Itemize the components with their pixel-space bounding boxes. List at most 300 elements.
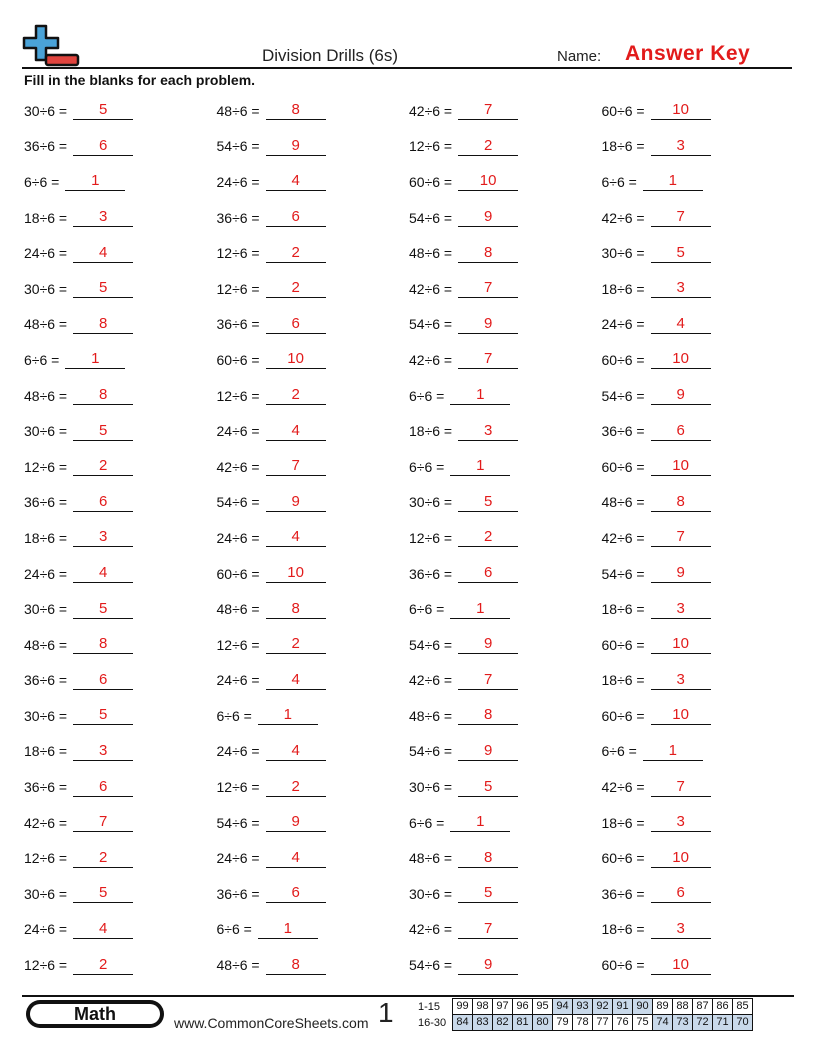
problem-question: 30÷6 =: [24, 280, 68, 297]
answer-blank[interactable]: 6: [73, 778, 133, 797]
answer-blank[interactable]: 8: [73, 635, 133, 654]
problem: [24, 493, 217, 512]
problem: [602, 208, 795, 227]
problem: [24, 920, 217, 939]
problem: [24, 528, 217, 547]
problem: [24, 172, 217, 191]
problem-question: 60÷6 =: [601, 351, 645, 368]
problem-question: 36÷6 =: [24, 672, 68, 689]
problem-question: 54÷6 =: [216, 494, 260, 511]
score-cell: 83: [473, 1015, 493, 1031]
problem-row: [24, 769, 794, 805]
problem-question: 42÷6 =: [601, 209, 645, 226]
answer-blank[interactable]: 5: [73, 706, 133, 725]
problem-row: [24, 876, 794, 912]
problem-question: 18÷6 =: [601, 921, 645, 938]
problem-question: 48÷6 =: [24, 636, 68, 653]
answer-blank[interactable]: 5: [73, 279, 133, 298]
answer-blank[interactable]: 4: [266, 528, 326, 547]
problem-question: 6÷6 =: [409, 387, 445, 404]
problem: [24, 813, 217, 832]
answer-blank[interactable]: 6: [73, 493, 133, 512]
problem: [602, 279, 795, 298]
problem-question: 6÷6 =: [24, 173, 60, 190]
problem-question: 6÷6 =: [24, 351, 60, 368]
answer-blank[interactable]: 5: [458, 884, 518, 903]
problem-question: 30÷6 =: [409, 885, 453, 902]
answer-blank[interactable]: 3: [651, 920, 711, 939]
problem-question: 54÷6 =: [216, 138, 260, 155]
problem: [217, 920, 410, 939]
problem: [409, 564, 602, 583]
problem: [602, 564, 795, 583]
problem: [24, 137, 217, 156]
problem-row: [24, 556, 794, 592]
score-cell: 86: [713, 999, 733, 1015]
answer-blank[interactable]: 2: [458, 137, 518, 156]
math-badge-label: Math: [30, 1004, 160, 1024]
answer-blank[interactable]: 7: [458, 279, 518, 298]
problem-row: [24, 912, 794, 948]
score-cell: 79: [553, 1015, 573, 1031]
answer-blank[interactable]: 7: [651, 528, 711, 547]
answer-blank[interactable]: 5: [73, 101, 133, 120]
answer-blank[interactable]: 1: [450, 386, 510, 405]
footer-divider: [22, 995, 794, 997]
answer-key-label: Answer Key: [625, 42, 751, 65]
problem-row: [24, 449, 794, 485]
score-cell: 76: [613, 1015, 633, 1031]
answer-blank[interactable]: 10: [651, 635, 711, 654]
answer-blank[interactable]: 3: [73, 742, 133, 761]
score-cell: 78: [573, 1015, 593, 1031]
answer-blank[interactable]: 8: [73, 315, 133, 334]
answer-blank[interactable]: 10: [266, 564, 326, 583]
problem: [217, 564, 410, 583]
problem-question: 6÷6 =: [216, 707, 252, 724]
problem-row: [24, 734, 794, 770]
problem-row: [24, 485, 794, 521]
problem: [602, 528, 795, 547]
problem-question: 6÷6 =: [601, 173, 637, 190]
problem: [409, 279, 602, 298]
problem-question: 48÷6 =: [409, 707, 453, 724]
problem-row: [24, 947, 794, 983]
page-number: 1: [378, 997, 394, 1028]
answer-blank[interactable]: 6: [266, 315, 326, 334]
problem: [217, 137, 410, 156]
score-cell: 89: [653, 999, 673, 1015]
problem-question: 24÷6 =: [216, 173, 260, 190]
answer-blank[interactable]: 10: [651, 706, 711, 725]
answer-blank[interactable]: 1: [450, 457, 510, 476]
answer-blank[interactable]: 6: [266, 884, 326, 903]
problem: [602, 671, 795, 690]
problem: [24, 101, 217, 120]
problem-question: 60÷6 =: [601, 707, 645, 724]
score-cell: 81: [513, 1015, 533, 1031]
problem: [409, 635, 602, 654]
answer-blank[interactable]: 8: [266, 600, 326, 619]
answer-blank[interactable]: 2: [266, 279, 326, 298]
problem: [602, 493, 795, 512]
problem: [24, 778, 217, 797]
problem-question: 60÷6 =: [601, 957, 645, 974]
answer-blank[interactable]: 9: [266, 813, 326, 832]
answer-blank[interactable]: 10: [266, 350, 326, 369]
problem-question: 24÷6 =: [216, 850, 260, 867]
answer-blank[interactable]: 6: [458, 564, 518, 583]
problem-question: 54÷6 =: [409, 743, 453, 760]
answer-blank[interactable]: 2: [73, 849, 133, 868]
problem: [24, 208, 217, 227]
problem-question: 54÷6 =: [409, 957, 453, 974]
problem: [409, 849, 602, 868]
problem-question: 12÷6 =: [409, 529, 453, 546]
answer-blank[interactable]: 6: [73, 137, 133, 156]
problem-row: [24, 663, 794, 699]
score-cell: 93: [573, 999, 593, 1015]
problem: [602, 813, 795, 832]
score-cell: 72: [693, 1015, 713, 1031]
problem-question: 24÷6 =: [601, 316, 645, 333]
problem: [217, 884, 410, 903]
answer-blank[interactable]: 2: [266, 244, 326, 263]
score-range-label: 1-15: [418, 1001, 441, 1013]
answer-blank[interactable]: 4: [266, 742, 326, 761]
answer-blank[interactable]: 3: [458, 422, 518, 441]
problem-row: [24, 698, 794, 734]
problem: [602, 386, 795, 405]
problem: [602, 706, 795, 725]
problem-question: 12÷6 =: [24, 458, 68, 475]
answer-blank[interactable]: 7: [458, 350, 518, 369]
problem-question: 24÷6 =: [216, 423, 260, 440]
problem-question: 54÷6 =: [409, 316, 453, 333]
answer-blank[interactable]: 10: [651, 457, 711, 476]
answer-blank[interactable]: 7: [73, 813, 133, 832]
answer-blank[interactable]: 5: [651, 244, 711, 263]
problem: [602, 920, 795, 939]
answer-blank[interactable]: 9: [458, 742, 518, 761]
problem-question: 6÷6 =: [409, 458, 445, 475]
answer-blank[interactable]: 7: [651, 778, 711, 797]
score-cell: 77: [593, 1015, 613, 1031]
score-range-labels: [418, 999, 446, 1031]
problem: [24, 315, 217, 334]
score-range-label: 16-30: [418, 1017, 447, 1029]
score-cell: 84: [453, 1015, 473, 1031]
answer-blank[interactable]: 5: [458, 778, 518, 797]
problem-row: [24, 93, 794, 129]
problem: [602, 315, 795, 334]
problem: [602, 956, 795, 975]
problem: [217, 350, 410, 369]
answer-blank[interactable]: 4: [266, 422, 326, 441]
answer-blank[interactable]: 10: [651, 956, 711, 975]
problem-row: [24, 520, 794, 556]
problem-question: 48÷6 =: [24, 316, 68, 333]
answer-blank[interactable]: 3: [73, 208, 133, 227]
answer-blank[interactable]: 8: [651, 493, 711, 512]
problem-question: 12÷6 =: [216, 245, 260, 262]
answer-blank[interactable]: 3: [651, 813, 711, 832]
answer-blank[interactable]: 1: [258, 920, 318, 939]
score-cell: 88: [673, 999, 693, 1015]
name-label: Name:: [557, 48, 602, 65]
problem-question: 18÷6 =: [24, 209, 68, 226]
score-cell: 99: [453, 999, 473, 1015]
answer-blank[interactable]: 8: [458, 849, 518, 868]
problem: [217, 386, 410, 405]
problem-question: 60÷6 =: [216, 565, 260, 582]
problem: [409, 208, 602, 227]
answer-blank[interactable]: 2: [458, 528, 518, 547]
answer-blank[interactable]: 3: [651, 137, 711, 156]
answer-blank[interactable]: 1: [643, 172, 703, 191]
problem: [409, 137, 602, 156]
answer-blank[interactable]: 1: [65, 172, 125, 191]
problem-question: 42÷6 =: [601, 529, 645, 546]
answer-blank[interactable]: 2: [266, 386, 326, 405]
problem-question: 18÷6 =: [601, 138, 645, 155]
answer-blank[interactable]: 4: [266, 671, 326, 690]
score-cell: 92: [593, 999, 613, 1015]
problem: [409, 493, 602, 512]
problem-question: 12÷6 =: [24, 957, 68, 974]
problem: [409, 315, 602, 334]
answer-blank[interactable]: 7: [458, 671, 518, 690]
problem-question: 48÷6 =: [24, 387, 68, 404]
score-cell: 98: [473, 999, 493, 1015]
problem: [217, 279, 410, 298]
problem-question: 54÷6 =: [601, 565, 645, 582]
problem-question: 36÷6 =: [24, 779, 68, 796]
problem-question: 36÷6 =: [216, 885, 260, 902]
problem: [24, 671, 217, 690]
answer-blank[interactable]: 3: [651, 279, 711, 298]
problem-question: 48÷6 =: [216, 102, 260, 119]
answer-blank[interactable]: 9: [458, 208, 518, 227]
answer-blank[interactable]: 4: [73, 244, 133, 263]
problem: [217, 600, 410, 619]
problem-question: 54÷6 =: [601, 387, 645, 404]
page-title: Division Drills (6s): [261, 46, 398, 65]
answer-blank[interactable]: 4: [266, 849, 326, 868]
problem-question: 30÷6 =: [409, 779, 453, 796]
problem: [24, 564, 217, 583]
problem-question: 36÷6 =: [216, 316, 260, 333]
problem-question: 24÷6 =: [216, 743, 260, 760]
answer-blank[interactable]: 9: [458, 956, 518, 975]
answer-blank[interactable]: 8: [458, 706, 518, 725]
header-divider: [22, 67, 792, 69]
problem-question: 18÷6 =: [601, 601, 645, 618]
answer-blank[interactable]: 3: [651, 671, 711, 690]
problem: [602, 172, 795, 191]
problem-question: 6÷6 =: [601, 743, 637, 760]
score-cell: 71: [713, 1015, 733, 1031]
answer-blank[interactable]: 5: [73, 600, 133, 619]
problem: [24, 884, 217, 903]
answer-blank[interactable]: 1: [450, 813, 510, 832]
problem: [409, 742, 602, 761]
answer-blank[interactable]: 7: [651, 208, 711, 227]
answer-blank[interactable]: 6: [651, 884, 711, 903]
answer-blank[interactable]: 1: [65, 350, 125, 369]
problem: [602, 350, 795, 369]
answer-blank[interactable]: 9: [266, 493, 326, 512]
problem: [602, 742, 795, 761]
problem: [24, 635, 217, 654]
score-cell: 87: [693, 999, 713, 1015]
problem: [602, 778, 795, 797]
problem-question: 60÷6 =: [216, 351, 260, 368]
answer-blank[interactable]: 3: [73, 528, 133, 547]
problem: [24, 279, 217, 298]
problem: [24, 386, 217, 405]
answer-blank[interactable]: 7: [458, 920, 518, 939]
problem-question: 24÷6 =: [216, 529, 260, 546]
problem: [602, 101, 795, 120]
math-badge: [26, 1000, 164, 1028]
answer-blank[interactable]: 6: [266, 208, 326, 227]
score-cell: 95: [533, 999, 553, 1015]
problem: [24, 422, 217, 441]
problem: [24, 742, 217, 761]
problem-question: 42÷6 =: [216, 458, 260, 475]
problem-grid: [24, 93, 794, 983]
answer-blank[interactable]: 8: [73, 386, 133, 405]
problem-question: 24÷6 =: [24, 245, 68, 262]
problem: [217, 706, 410, 725]
problem-question: 30÷6 =: [601, 245, 645, 262]
problem-question: 12÷6 =: [409, 138, 453, 155]
answer-blank[interactable]: 9: [651, 386, 711, 405]
answer-blank[interactable]: 10: [651, 849, 711, 868]
site-url: www.CommonCoreSheets.com: [174, 1015, 369, 1031]
problem-question: 18÷6 =: [601, 814, 645, 831]
problem-question: 6÷6 =: [409, 601, 445, 618]
answer-blank[interactable]: 4: [266, 172, 326, 191]
problem: [217, 315, 410, 334]
problem: [217, 101, 410, 120]
problem-question: 24÷6 =: [24, 565, 68, 582]
problem-question: 42÷6 =: [409, 280, 453, 297]
answer-blank[interactable]: 5: [73, 884, 133, 903]
answer-blank[interactable]: 2: [73, 956, 133, 975]
problem: [409, 101, 602, 120]
problem-question: 60÷6 =: [601, 458, 645, 475]
problem-question: 18÷6 =: [24, 743, 68, 760]
problem-question: 24÷6 =: [24, 921, 68, 938]
answer-blank[interactable]: 4: [651, 315, 711, 334]
problem: [602, 244, 795, 263]
answer-blank[interactable]: 8: [266, 101, 326, 120]
score-cell: 75: [633, 1015, 653, 1031]
answer-blank[interactable]: 9: [266, 137, 326, 156]
answer-blank[interactable]: 8: [458, 244, 518, 263]
answer-blank[interactable]: 9: [458, 315, 518, 334]
answer-blank[interactable]: 10: [458, 172, 518, 191]
problem-row: [24, 164, 794, 200]
problem: [217, 172, 410, 191]
problem-question: 48÷6 =: [409, 850, 453, 867]
answer-blank[interactable]: 10: [651, 101, 711, 120]
problem-question: 48÷6 =: [601, 494, 645, 511]
problem: [217, 813, 410, 832]
problem-question: 48÷6 =: [216, 601, 260, 618]
answer-blank[interactable]: 2: [266, 778, 326, 797]
answer-blank[interactable]: 5: [73, 422, 133, 441]
problem: [217, 457, 410, 476]
answer-blank[interactable]: 1: [258, 706, 318, 725]
problem: [217, 208, 410, 227]
problem: [409, 778, 602, 797]
problem: [24, 600, 217, 619]
problem: [409, 920, 602, 939]
answer-blank[interactable]: 10: [651, 350, 711, 369]
answer-blank[interactable]: 3: [651, 600, 711, 619]
problem: [217, 493, 410, 512]
answer-blank[interactable]: 6: [651, 422, 711, 441]
problem: [409, 706, 602, 725]
problem-question: 18÷6 =: [24, 529, 68, 546]
problem: [217, 244, 410, 263]
answer-blank[interactable]: 2: [73, 457, 133, 476]
problem-question: 42÷6 =: [409, 921, 453, 938]
answer-blank[interactable]: 1: [450, 600, 510, 619]
problem-row: [24, 591, 794, 627]
score-cell: 82: [493, 1015, 513, 1031]
score-cell: 80: [533, 1015, 553, 1031]
problem: [409, 422, 602, 441]
problem: [602, 884, 795, 903]
answer-blank[interactable]: 1: [643, 742, 703, 761]
problem-row: [24, 413, 794, 449]
problem-question: 30÷6 =: [24, 707, 68, 724]
problem-question: 36÷6 =: [601, 423, 645, 440]
problem: [217, 956, 410, 975]
footer: [22, 995, 794, 1035]
answer-blank[interactable]: 7: [458, 101, 518, 120]
problem-row: [24, 235, 794, 271]
problem-question: 30÷6 =: [409, 494, 453, 511]
problem: [217, 528, 410, 547]
answer-blank[interactable]: 8: [266, 956, 326, 975]
answer-blank[interactable]: 9: [458, 635, 518, 654]
problem-question: 36÷6 =: [601, 885, 645, 902]
answer-blank[interactable]: 6: [73, 671, 133, 690]
problem: [24, 956, 217, 975]
score-cell: 97: [493, 999, 513, 1015]
score-cell: 70: [733, 1015, 753, 1031]
answer-blank[interactable]: 2: [266, 635, 326, 654]
answer-blank[interactable]: 7: [266, 457, 326, 476]
problem: [602, 849, 795, 868]
answer-blank[interactable]: 5: [458, 493, 518, 512]
problem-question: 6÷6 =: [216, 921, 252, 938]
score-cell: 91: [613, 999, 633, 1015]
problem-row: [24, 342, 794, 378]
answer-blank[interactable]: 4: [73, 920, 133, 939]
score-cell: 96: [513, 999, 533, 1015]
answer-blank[interactable]: 4: [73, 564, 133, 583]
problem-row: [24, 840, 794, 876]
problem-question: 24÷6 =: [216, 672, 260, 689]
answer-blank[interactable]: 9: [651, 564, 711, 583]
problem-question: 30÷6 =: [24, 885, 68, 902]
